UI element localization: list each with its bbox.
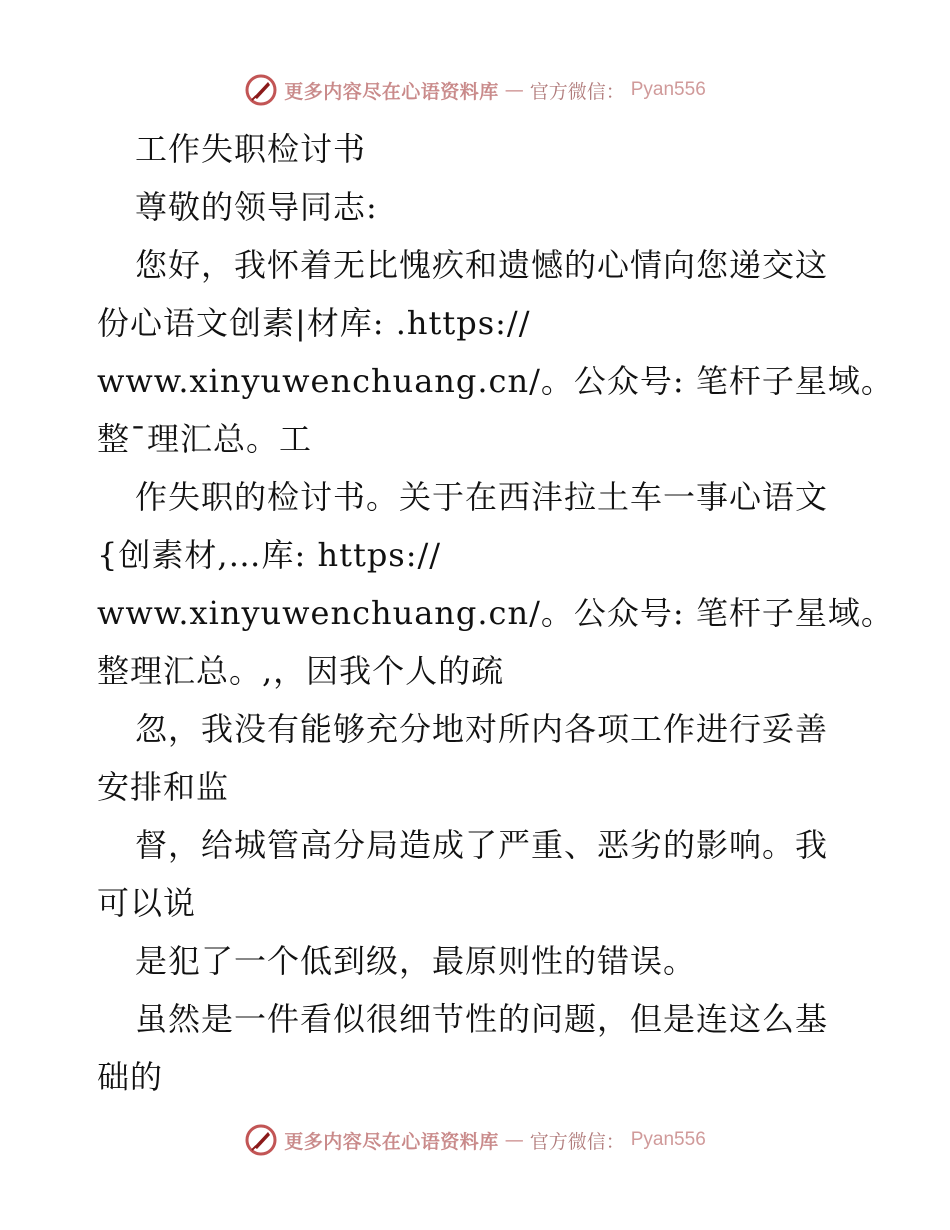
text-line: 可以说 <box>97 884 197 922</box>
text-line: {创素材,…库: https:// <box>97 536 442 574</box>
footer-watermark <box>0 1120 950 1160</box>
text-line: www.xinyuwenchuang.cn/。公众号: 笔杆子星域。 <box>97 362 894 400</box>
watermark-wechat-label: 官方微信： <box>529 80 625 103</box>
text-line: 整¯理汇总。工 <box>97 420 313 458</box>
watermark-wechat-id: Pyan556 <box>630 1129 706 1150</box>
document-body <box>97 120 894 1106</box>
text-line: 督，给城管高分局造成了严重、恶劣的影响。我 <box>135 826 829 864</box>
watermark-text: 更多内容尽在心语资料库 <box>284 1130 499 1153</box>
text-line: 安排和监 <box>97 768 230 806</box>
text-line: 虽然是一件看似很细节性的问题，但是连这么基 <box>135 1000 829 1038</box>
watermark-text: 更多内容尽在心语资料库 <box>284 80 499 103</box>
text-line: 作失职的检讨书。关于在西沣拉土车一事心语文 <box>135 478 829 516</box>
text-line: 础的 <box>97 1058 164 1096</box>
watermark-wechat-label: 官方微信： <box>529 1130 625 1153</box>
header-watermark <box>0 70 950 110</box>
watermark-wechat-id: Pyan556 <box>630 79 706 100</box>
text-line: 是犯了一个低到级，最原则性的错误。 <box>135 942 697 980</box>
document-title: 工作失职检讨书 <box>135 130 367 168</box>
watermark-dash: — <box>504 79 524 101</box>
quill-pen-logo-icon <box>244 1123 278 1157</box>
text-line: 整理汇总。,，因我个人的疏 <box>97 652 505 690</box>
text-line: 忽，我没有能够充分地对所内各项工作进行妥善 <box>135 710 829 748</box>
text-line: 您好，我怀着无比愧疚和遗憾的心情向您递交这 <box>135 246 829 284</box>
salutation: 尊敬的领导同志: <box>135 188 378 226</box>
watermark-dash: — <box>504 1129 524 1151</box>
text-line: 份心语文创素|材库: .https:// <box>97 304 531 342</box>
quill-pen-logo-icon <box>244 73 278 107</box>
text-line: www.xinyuwenchuang.cn/。公众号: 笔杆子星域。 <box>97 594 894 632</box>
